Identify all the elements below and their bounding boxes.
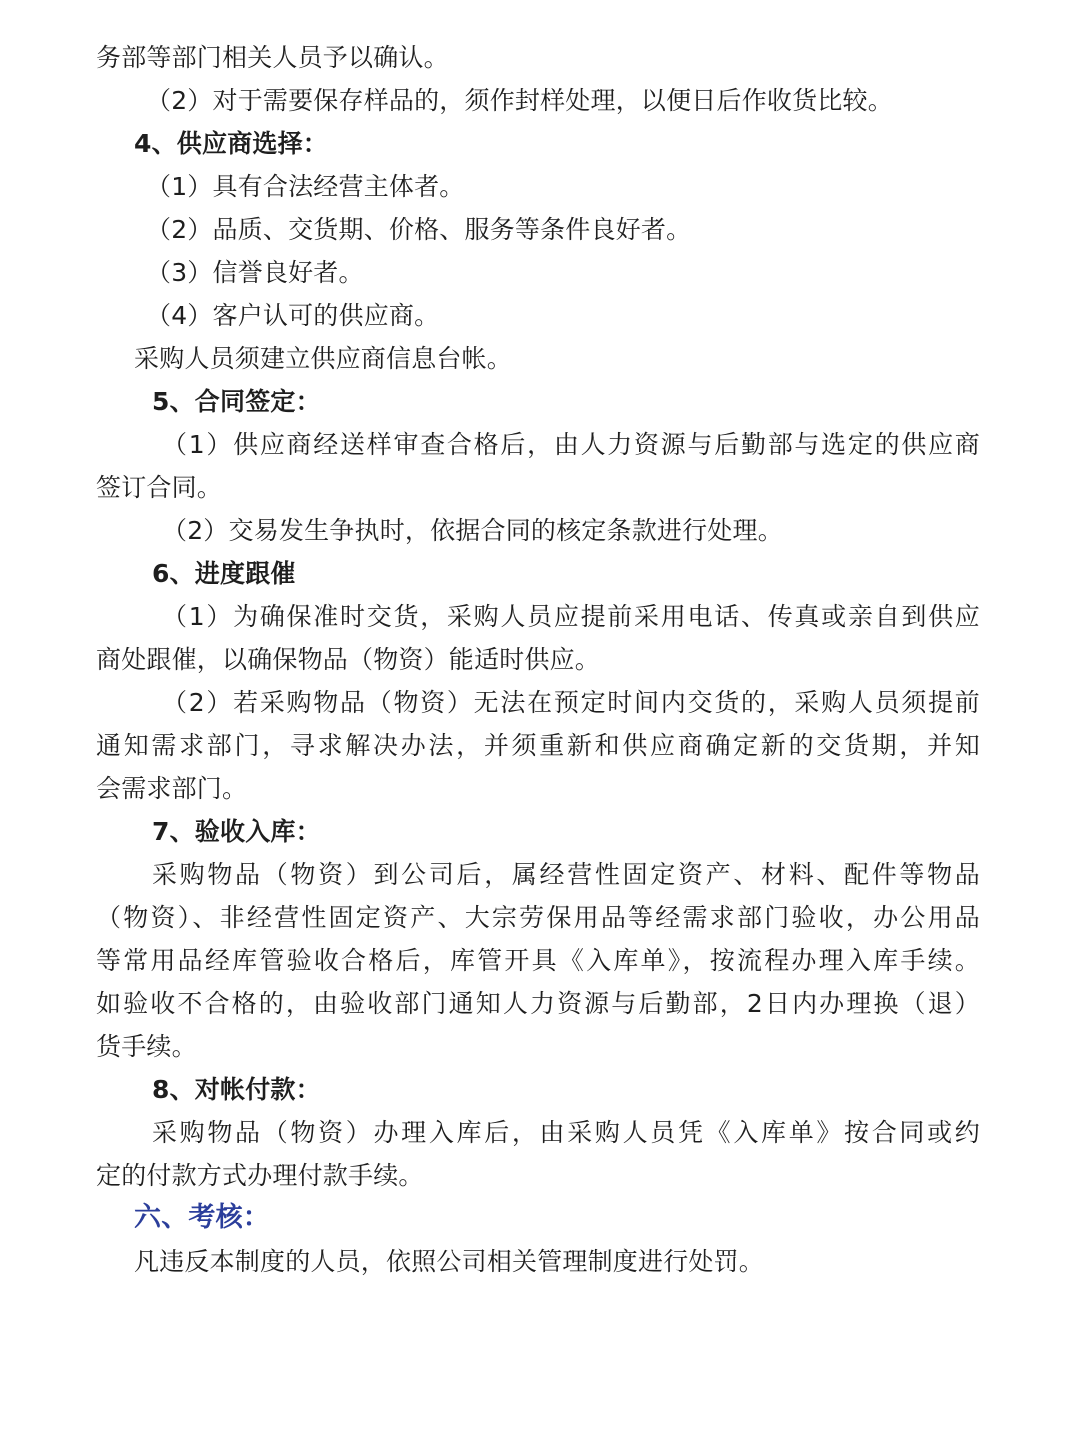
paragraph-line: 采购物品（物资）办理入库后，由采购人员凭《入库单》按合同或约 [152, 1118, 980, 1147]
chapter-heading: 六、考核： [134, 1202, 270, 1233]
text-line: 采购人员须建立供应商信息台帐。 [134, 344, 513, 373]
text-line: 务部等部门相关人员予以确认。 [96, 43, 449, 72]
paragraph-line: 会需求部门。 [96, 774, 248, 803]
list-item: （2）对于需要保存样品的，须作封样处理，以便日后作收货比较。 [146, 86, 893, 115]
paragraph-line: 签订合同。 [96, 473, 223, 502]
paragraph-line: （2）若采购物品（物资）无法在预定时间内交货的，采购人员须提前 [162, 688, 980, 717]
section-heading: 6、进度跟催 [152, 559, 296, 588]
paragraph-line: 商处跟催，以确保物品（物资）能适时供应。 [96, 645, 601, 674]
section-heading: 4、供应商选择： [134, 129, 328, 158]
paragraph-line: 货手续。 [96, 1032, 197, 1061]
section-heading: 7、验收入库： [152, 817, 321, 846]
list-item: （2）品质、交货期、价格、服务等条件良好者。 [146, 215, 692, 244]
section-heading: 8、对帐付款： [152, 1075, 321, 1104]
paragraph-line: （1）供应商经送样审查合格后，由人力资源与后勤部与选定的供应商 [162, 430, 980, 459]
paragraph-line: 如验收不合格的，由验收部门通知人力资源与后勤部，2日内办理换（退） [96, 989, 980, 1018]
paragraph-line: 通知需求部门，寻求解决办法，并须重新和供应商确定新的交货期，并知 [96, 731, 980, 760]
paragraph-line: 定的付款方式办理付款手续。 [96, 1161, 424, 1190]
list-item: （1）具有合法经营主体者。 [146, 172, 465, 201]
paragraph-line: （2）交易发生争执时，依据合同的核定条款进行处理。 [162, 516, 783, 545]
paragraph-line: 等常用品经库管验收合格后，库管开具《入库单》，按流程办理入库手续。 [96, 946, 980, 975]
paragraph-line: （1）为确保准时交货，采购人员应提前采用电话、传真或亲自到供应 [162, 602, 980, 631]
section-heading: 5、合同签定： [152, 387, 321, 416]
paragraph-line: 凡违反本制度的人员，依照公司相关管理制度进行处罚。 [134, 1247, 765, 1276]
list-item: （3）信誉良好者。 [146, 258, 364, 287]
paragraph-line: （物资）、非经营性固定资产、大宗劳保用品等经需求部门验收，办公用品 [96, 903, 980, 932]
list-item: （4）客户认可的供应商。 [146, 301, 440, 330]
paragraph-line: 采购物品（物资）到公司后，属经营性固定资产、材料、配件等物品 [152, 860, 980, 889]
